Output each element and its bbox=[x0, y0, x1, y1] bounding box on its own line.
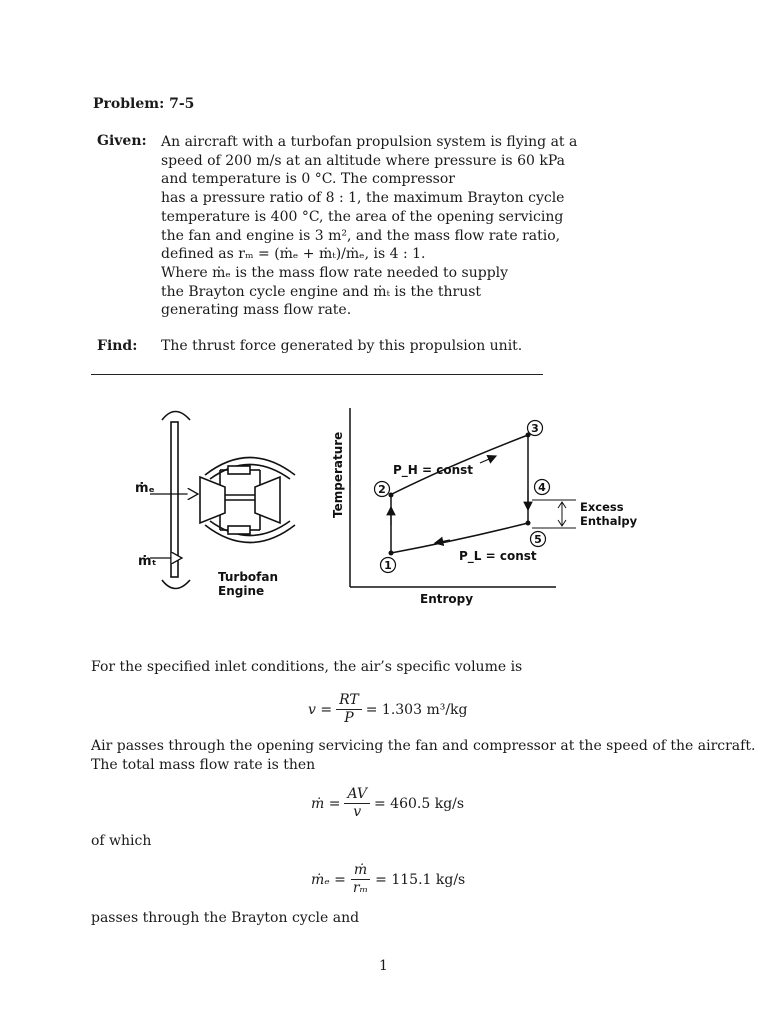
state-4-label: 4 bbox=[538, 481, 546, 494]
paragraph: of which bbox=[91, 833, 152, 849]
given-line: temperature is 400 °C, the area of the opening servicing bbox=[161, 208, 564, 225]
paragraph: The total mass flow rate is then bbox=[91, 757, 316, 773]
given-line: has a pressure ratio of 8 : 1, the maximum Brayton cycle bbox=[161, 190, 565, 207]
given-line: defined as rₘ = (ṁₑ + ṁₜ)/ṁₑ, is 4 : 1. bbox=[161, 246, 426, 263]
y-axis-label: Temperature bbox=[331, 431, 345, 518]
mt-label: ṁₜ bbox=[138, 554, 157, 569]
given-line: and temperature is 0 °C. The compressor bbox=[161, 171, 455, 188]
equation-lhs: ṁₑ = bbox=[311, 871, 346, 888]
given-text bbox=[161, 133, 578, 320]
find-text: The thrust force generated by this propulsion unit. bbox=[161, 338, 523, 354]
state-2-label: 2 bbox=[378, 483, 386, 496]
given-label: Given: bbox=[97, 133, 147, 149]
given-line: Where ṁₑ is the mass flow rate needed to supply bbox=[161, 264, 509, 281]
fraction-denominator: rₘ bbox=[352, 880, 369, 896]
equation-rhs: = 1.303 m³/kg bbox=[365, 701, 468, 718]
fraction-denominator: P bbox=[344, 710, 354, 726]
paragraph: Air passes through the opening servicing the fan and compressor at the speed of the aircraft. bbox=[91, 738, 756, 754]
ph-const-label: P_H = const bbox=[393, 463, 474, 477]
page-number: 1 bbox=[379, 958, 388, 974]
equation-specific-volume bbox=[308, 692, 468, 727]
equation-lhs: ṁ = bbox=[311, 795, 341, 812]
state-1-label: 1 bbox=[384, 559, 392, 572]
fraction-numerator: AV bbox=[344, 786, 370, 804]
excess-enthalpy-label: Enthalpy bbox=[580, 514, 638, 528]
given-line: generating mass flow rate. bbox=[161, 302, 352, 319]
fraction bbox=[336, 692, 362, 727]
given-line: the Brayton cycle engine and ṁₜ is the thrust bbox=[161, 283, 482, 300]
me-label: ṁₑ bbox=[135, 481, 155, 496]
fraction-denominator: v bbox=[353, 804, 362, 820]
state-5-label: 5 bbox=[534, 533, 542, 546]
equation-engine-mass-flow bbox=[311, 862, 465, 897]
fraction bbox=[344, 786, 370, 821]
find-label: Find: bbox=[97, 338, 138, 354]
engine-caption: Turbofan bbox=[218, 570, 279, 584]
figure bbox=[110, 395, 650, 610]
given-line: speed of 200 m/s at an altitude where pressure is 60 kPa bbox=[161, 152, 565, 169]
equation-rhs: = 460.5 kg/s bbox=[374, 795, 465, 812]
engine-caption: Engine bbox=[218, 584, 265, 598]
equation-rhs: = 115.1 kg/s bbox=[375, 871, 466, 888]
pl-const-label: P_L = const bbox=[459, 549, 537, 563]
equation-total-mass-flow bbox=[311, 786, 464, 821]
fraction-numerator: ṁ bbox=[351, 862, 370, 880]
given-line: An aircraft with a turbofan propulsion system is flying at a bbox=[161, 134, 578, 150]
given-line: the fan and engine is 3 m², and the mass flow rate ratio, bbox=[161, 227, 561, 244]
section-divider bbox=[91, 374, 543, 375]
problem-title: Problem: 7-5 bbox=[93, 96, 195, 112]
paragraph: For the specified inlet conditions, the air’s specific volume is bbox=[91, 659, 523, 675]
fraction-numerator: RT bbox=[336, 692, 362, 710]
equation-lhs: v = bbox=[308, 701, 333, 718]
x-axis-label: Entropy bbox=[420, 592, 474, 606]
paragraph: passes through the Brayton cycle and bbox=[91, 910, 360, 926]
turbofan-engine-sketch bbox=[150, 412, 295, 589]
excess-enthalpy-label: Excess bbox=[580, 500, 624, 514]
state-3-label: 3 bbox=[531, 422, 539, 435]
fraction bbox=[350, 862, 371, 897]
